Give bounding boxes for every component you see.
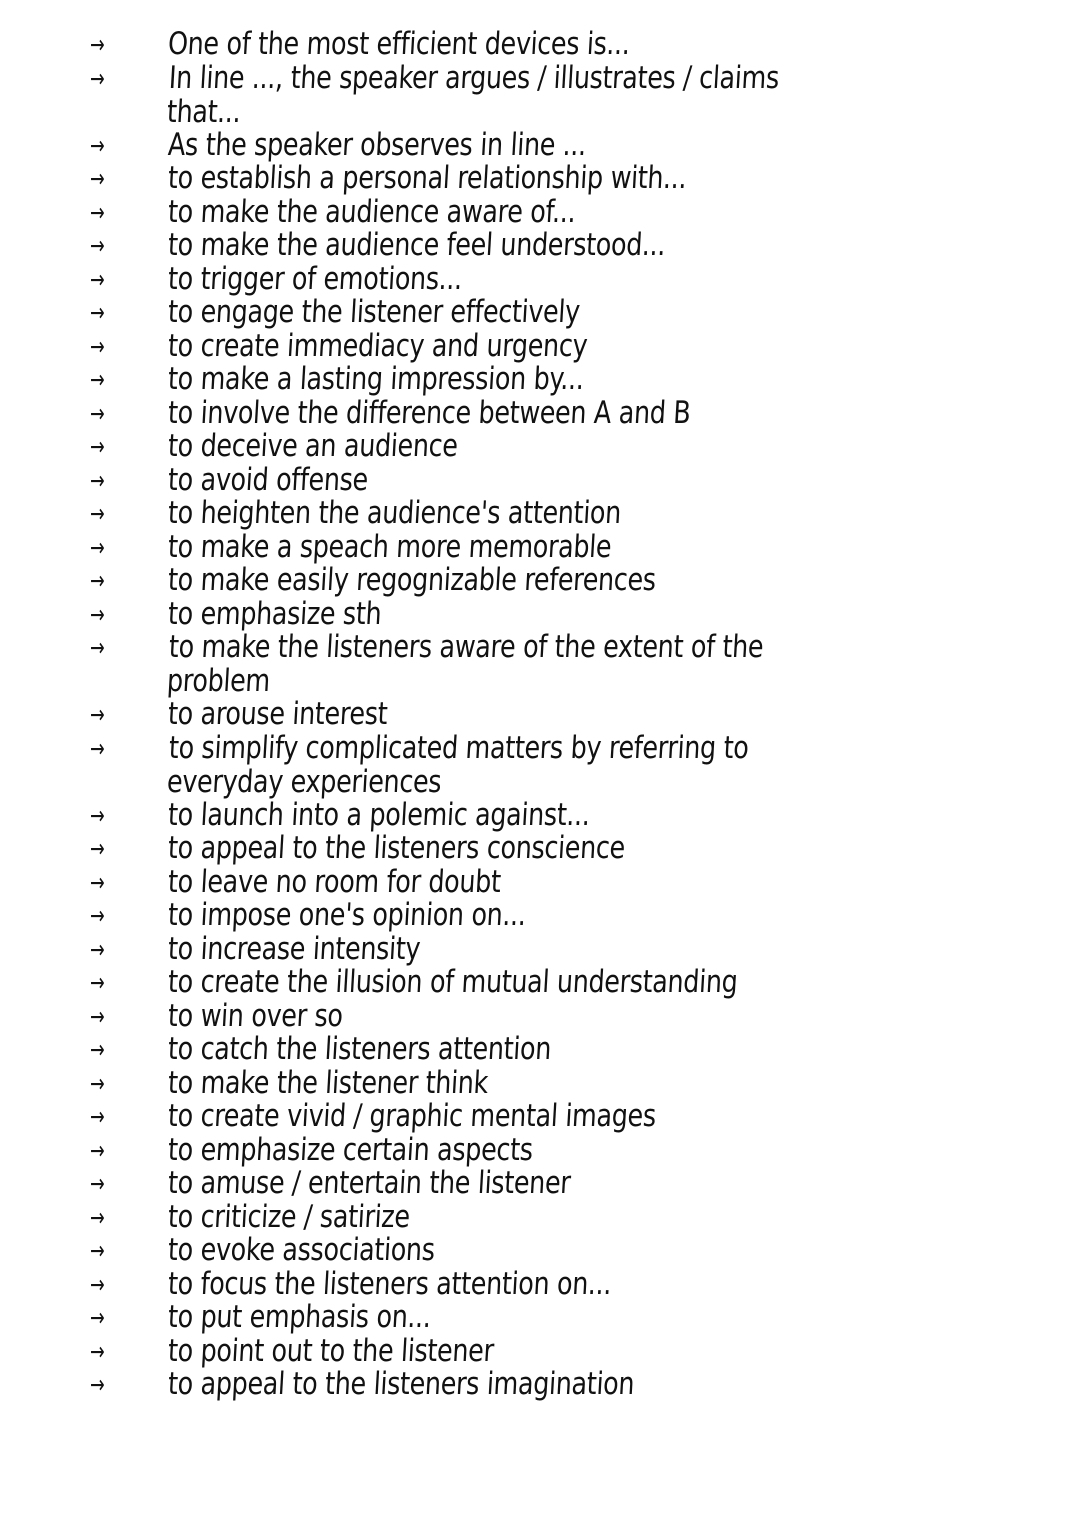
arrow-icon: → (90, 30, 105, 59)
list-item (90, 162, 1050, 196)
list-item (90, 899, 1050, 933)
list-item (90, 729, 1050, 799)
list-item (90, 997, 1050, 1034)
list-item (90, 1033, 1050, 1067)
list-item (90, 1234, 1050, 1268)
arrow-icon: → (90, 1102, 105, 1131)
list-item (90, 863, 1050, 900)
phrase-text: to emphasize sth (167, 595, 383, 632)
phrase-text: to involve the difference between A and B (167, 394, 692, 431)
arrow-icon: → (90, 499, 105, 528)
list-item (90, 1064, 1050, 1101)
arrow-icon: → (90, 164, 105, 193)
arrow-icon: → (90, 834, 105, 863)
list-item (90, 595, 1050, 632)
phrase-text: to trigger of emotions... (167, 260, 464, 297)
arrow-icon: → (90, 197, 105, 227)
list-item (90, 930, 1050, 967)
phrase-text: to point out to the listener (167, 1332, 495, 1369)
phrase-text: to engage the listener effectively (167, 294, 581, 330)
phrase-text: to focus the listeners attention on... (167, 1265, 613, 1302)
list-item (90, 327, 1050, 364)
arrow-icon: → (90, 968, 105, 997)
arrow-icon: → (90, 231, 105, 260)
phrase-text: to win over so (167, 997, 344, 1034)
arrow-icon: → (90, 1135, 105, 1165)
arrow-icon: → (90, 432, 105, 461)
phrase-text: to create vivid / graphic mental images (167, 1098, 657, 1134)
arrow-icon: → (90, 1303, 105, 1332)
list-item (90, 394, 1050, 431)
list-item (90, 528, 1050, 565)
phrase-text: to evoke associations (167, 1232, 436, 1268)
arrow-icon: → (90, 901, 105, 930)
list-item (90, 1265, 1050, 1302)
phrase-text: to emphasize certain aspects (167, 1131, 534, 1168)
list-item (90, 363, 1050, 397)
arrow-icon: → (90, 934, 105, 964)
list-item (90, 126, 1050, 163)
list-item (90, 1100, 1050, 1134)
arrow-icon: → (90, 1068, 105, 1098)
list-item (90, 966, 1050, 1000)
phrase-text: to make a speach more memorable (167, 528, 613, 565)
arrow-icon: → (90, 331, 105, 361)
list-item (90, 796, 1050, 833)
phrase-text: One of the most efficient devices is... (167, 26, 631, 62)
phrase-text: to appeal to the listeners conscience (167, 830, 626, 866)
arrow-icon: → (90, 130, 105, 160)
phrase-text: to make the audience feel understood... (167, 227, 667, 263)
phrase-text: to create immediacy and urgency (167, 327, 589, 364)
arrow-icon: → (90, 398, 105, 428)
phrase-text: to make the listeners aware of the extent of the problem (166, 629, 765, 699)
list-item (90, 1368, 1050, 1402)
list-item (90, 631, 1050, 698)
phrase-text: In line ..., the speaker argues / illustrates / claims that... (166, 59, 780, 129)
phrase-text: to make easily regognizable references (167, 562, 657, 598)
list-item (90, 1332, 1050, 1369)
arrow-icon: → (90, 733, 105, 763)
phrase-text: to simplify complicated matters by referring to everyday experiences (166, 729, 750, 799)
arrow-icon: → (90, 566, 105, 595)
arrow-icon: → (90, 298, 105, 327)
list-item (90, 260, 1050, 297)
phrase-text: to catch the listeners attention (167, 1031, 553, 1067)
phrase-text: to deceive an audience (167, 428, 459, 464)
arrow-icon: → (90, 867, 105, 897)
list-item (90, 296, 1050, 330)
arrow-icon: → (90, 700, 105, 729)
arrow-icon: → (90, 1269, 105, 1299)
phrase-text: to arouse interest (167, 696, 389, 732)
phrase-text: to put emphasis on... (167, 1299, 432, 1335)
arrow-icon: → (90, 1001, 105, 1031)
list-item (90, 1198, 1050, 1235)
list-item (90, 28, 1050, 62)
phrase-text: to avoid offense (167, 461, 369, 498)
arrow-icon: → (90, 1169, 105, 1198)
list-item (90, 1167, 1050, 1201)
arrow-icon: → (90, 365, 105, 394)
list-item (90, 193, 1050, 230)
phrase-text: to leave no room for doubt (167, 863, 502, 900)
phrase-text: to make the listener think (167, 1064, 490, 1101)
phrase-text: to amuse / entertain the listener (167, 1165, 572, 1201)
arrow-icon: → (90, 1035, 105, 1064)
phrase-text: to establish a personal relationship with... (167, 160, 688, 196)
arrow-icon: → (90, 465, 105, 495)
arrow-icon: → (90, 1336, 105, 1366)
phrase-text: to launch into a polemic against... (167, 796, 591, 833)
phrase-text: to appeal to the listeners imagination (167, 1366, 636, 1402)
phrase-text: to create the illusion of mutual understanding (167, 964, 739, 1000)
phrase-text: to criticize / satirize (167, 1198, 411, 1235)
phrase-text: to impose one's opinion on... (167, 897, 527, 933)
phrase-text: to increase intensity (167, 930, 422, 967)
arrow-icon: → (90, 1202, 105, 1232)
arrow-icon: → (90, 1370, 105, 1399)
list-item (90, 564, 1050, 598)
list-item (90, 497, 1050, 531)
arrow-icon: → (90, 800, 105, 830)
list-item (90, 229, 1050, 263)
arrow-icon: → (90, 1236, 105, 1265)
phrase-text: to make the audience aware of... (167, 193, 577, 230)
list-item (90, 698, 1050, 732)
list-item (90, 430, 1050, 464)
phrase-list (90, 28, 1050, 1402)
arrow-icon: → (90, 264, 105, 294)
phrase-text: to heighten the audience's attention (167, 495, 623, 531)
arrow-icon: → (90, 63, 105, 93)
list-item (90, 461, 1050, 498)
list-item (90, 1131, 1050, 1168)
list-item (90, 59, 1050, 129)
list-item (90, 832, 1050, 866)
phrase-text: As the speaker observes in line ... (167, 126, 588, 163)
phrase-text: to make a lasting impression by... (167, 361, 585, 397)
arrow-icon: → (90, 599, 105, 629)
arrow-icon: → (90, 532, 105, 562)
list-item (90, 1301, 1050, 1335)
arrow-icon: → (90, 633, 105, 662)
